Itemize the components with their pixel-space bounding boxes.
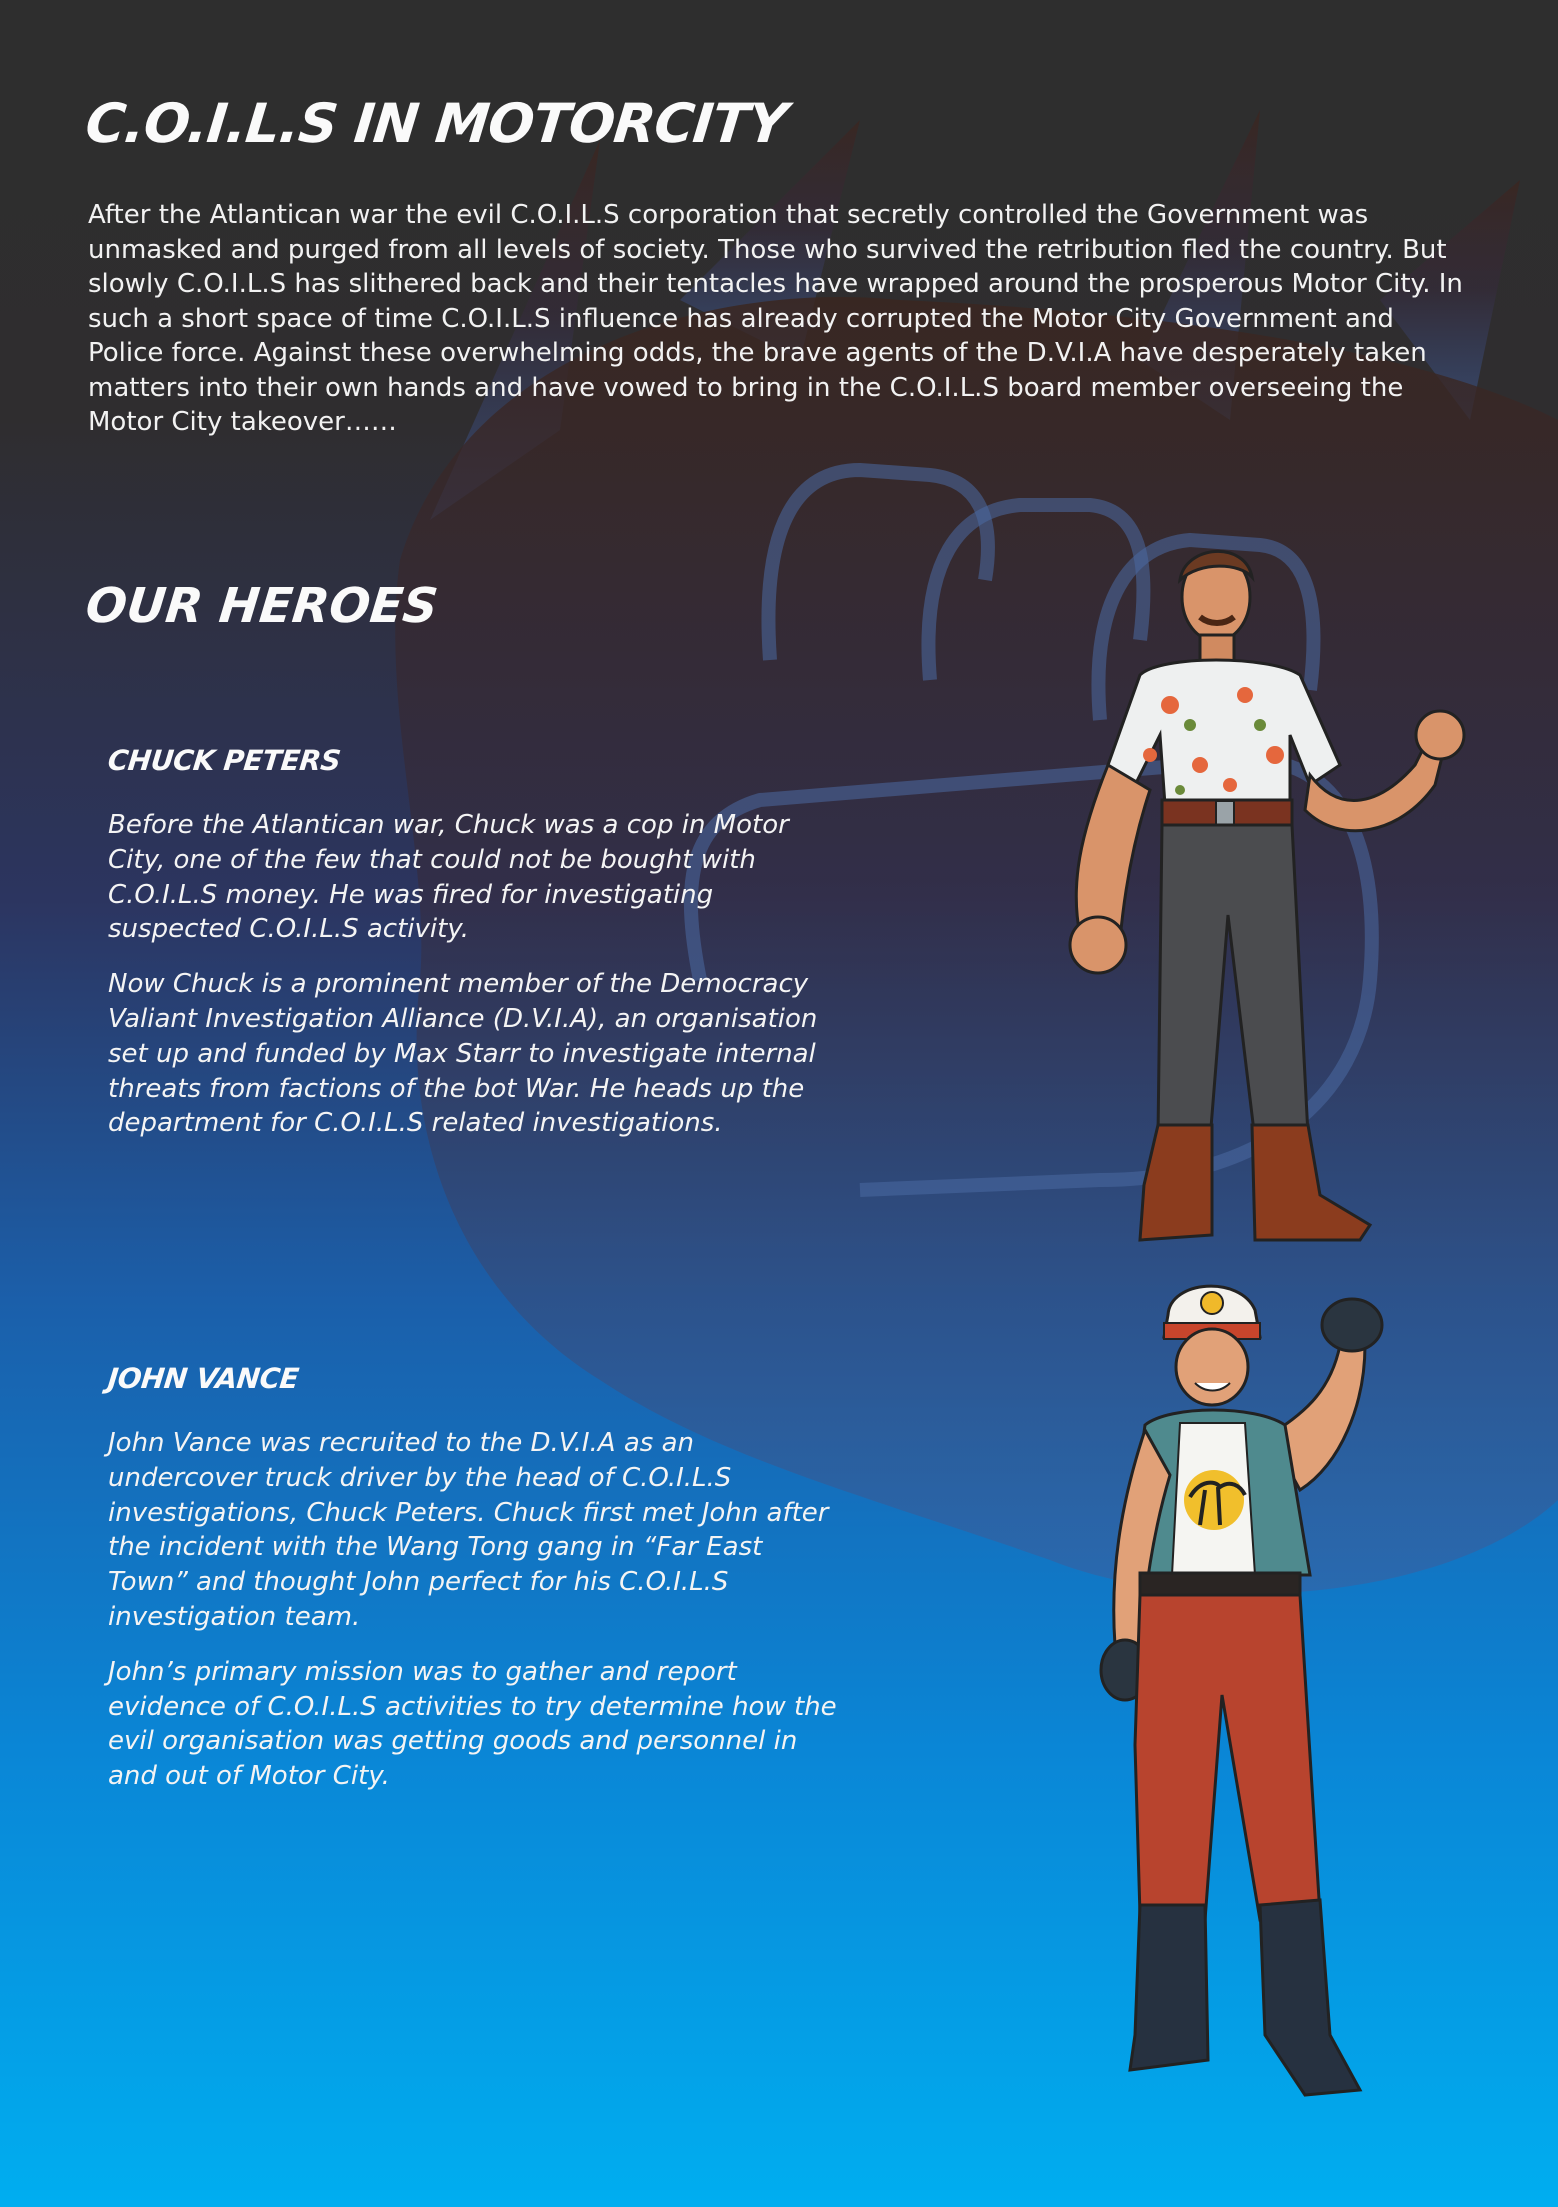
hero-bio-paragraph: Before the Atlantican war, Chuck was a cop in Motor City, one of the few that could not be bought with C.O.I.L.S money. He was fired for investigating suspected C.O.I.L.S activity. — [108, 810, 789, 945]
hero-bio-paragraph: John Vance was recruited to the D.V.I.A as an undercover truck driver by the head of C.O.I.L.S investigations, Chuck Peters. Chuck first met John after the incident with the Wang Tong gang in “Far East Town” and thought John perfect for his C.O.I.L.S investigation team. — [108, 1428, 829, 1632]
hero-bio-john-vance — [108, 1426, 848, 1814]
hero-name-john-vance: JOHN VANCE — [106, 1362, 301, 1395]
hero-name-chuck-peters: CHUCK PETERS — [106, 744, 343, 777]
hero-bio-paragraph: John’s primary mission was to gather and report evidence of C.O.I.L.S activities to try determine how the evil organisation was getting goods and personnel in and out of Motor City. — [108, 1656, 837, 1792]
hero-bio-paragraph: Now Chuck is a prominent member of the Democracy Valiant Investigation Alliance (D.V.I.A), an organisation set up and funded by Max Starr to investigate internal threats from factions of the bot War. He heads up the department for C.O.I.L.S related investigations. — [108, 969, 818, 1139]
intro-paragraph: After the Atlantican war the evil C.O.I.L.S corporation that secretly controlled the Government was unmasked and purged from all levels of society. Those who survived the retribution fled the country. But slowly C.O.I.L.S has slithered back and their tentacles have wrapped around the prosperous Motor City. In such a short space of time C.O.I.L.S influence has already corrupted the Motor City Government and Police force. Against these overwhelming odds, the brave agents of the D.V.I.A have desperately taken matters into their own hands and have vowed to bring in the C.O.I.L.S board member overseeing the Motor City takeover…… — [88, 200, 1463, 437]
heroes-heading: OUR HEROES — [83, 578, 441, 634]
hero-bio-chuck-peters — [108, 808, 848, 1161]
john-vance-illustration — [1040, 1275, 1470, 2105]
chuck-peters-illustration — [1040, 535, 1470, 1255]
page-title: C.O.I.L.S IN MOTORCITY — [82, 92, 790, 155]
